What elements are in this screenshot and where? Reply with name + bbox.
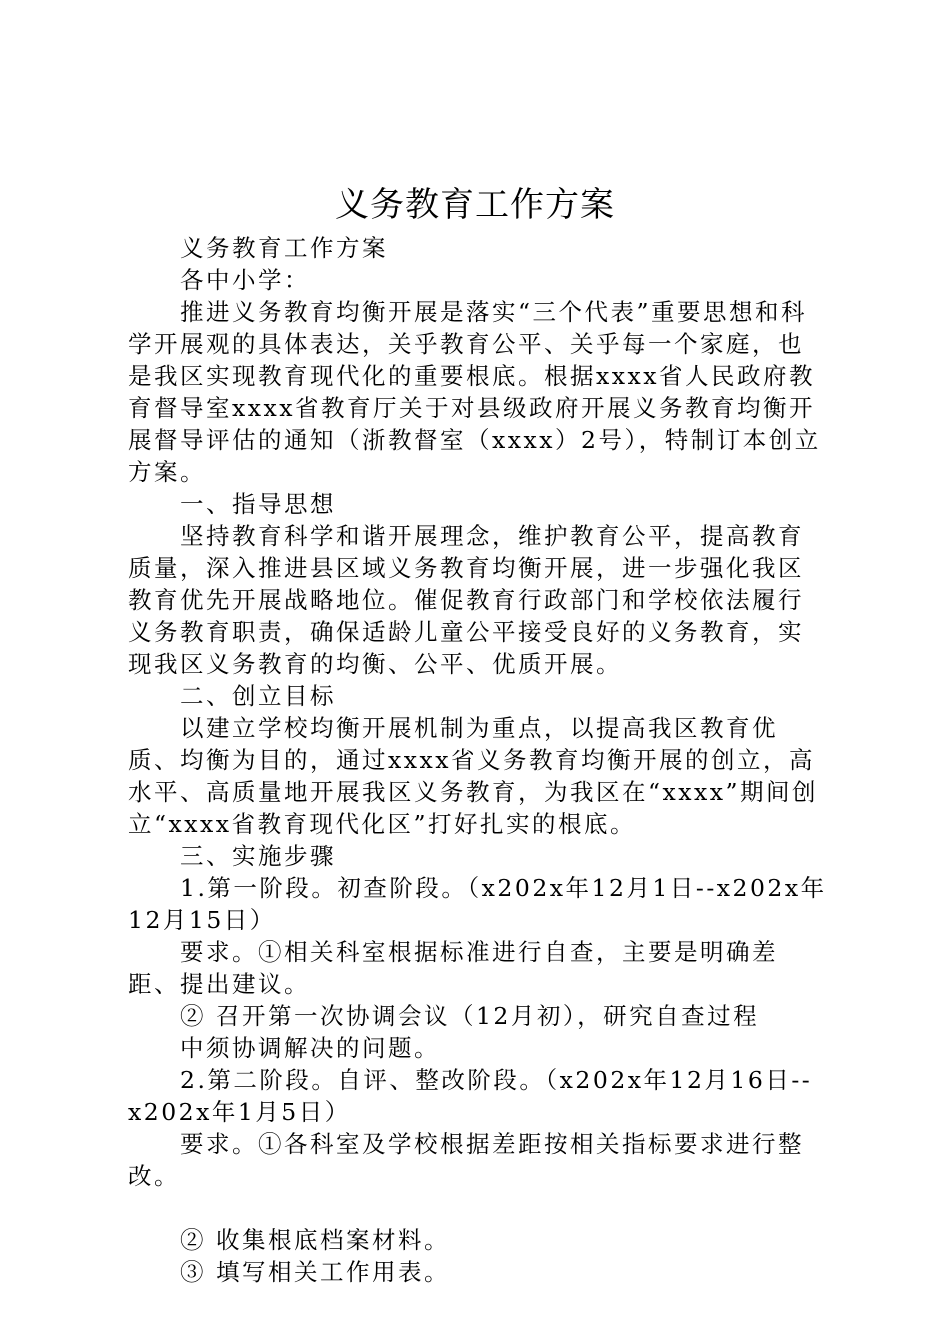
paragraph-stage-two-req: 要求。①各科室及学校根据差距按相关指标要求进行整改。: [128, 1130, 804, 1190]
paragraph-stage-two-item3: ③ 填写相关工作用表。: [180, 1258, 450, 1286]
paragraph-stage-one-req: 要求。①相关科室根据标准进行自查，主要是明确差距、提出建议。: [128, 938, 778, 998]
paragraph-stage-two-item2: ② 收集根底档案材料。: [180, 1226, 450, 1254]
heading-steps: 三、实施步骤: [180, 842, 336, 870]
paragraph-stage-one-item2-cont: 中须协调解决的问题。: [180, 1034, 440, 1062]
paragraph-subtitle: 义务教育工作方案: [180, 234, 388, 262]
paragraph-intro: 推进义务教育均衡开展是落实“三个代表”重要思想和科学开展观的具体表达，关乎教育公平、关乎每一个家庭，也是我区实现教育现代化的重要根底。根据xxxx省人民政府教育督导室xxxx省教育厅关于对县级政府开展义务教育均衡开展督导评估的通知（浙教督室（xxxx）2号），特制订本创立方案。: [128, 298, 821, 486]
heading-goals: 二、创立目标: [180, 682, 336, 710]
document-body: [128, 232, 828, 1288]
paragraph-salutation: 各中小学：: [180, 266, 310, 294]
paragraph-guiding-thought: 坚持教育科学和谐开展理念，维护教育公平，提高教育质量，深入推进县区域义务教育均衡开展，进一步强化我区教育优先开展战略地位。催促教育行政部门和学校依法履行义务教育职责，确保适龄儿童公平接受良好的义务教育，实现我区义务教育的均衡、公平、优质开展。: [128, 522, 804, 678]
paragraph-stage-two: 2.第二阶段。自评、整改阶段。（x202x年12月16日--x202x年1月5日）: [128, 1066, 813, 1126]
paragraph-stage-one-item2: ② 召开第一次协调会议（12月初），研究自查过程: [180, 1002, 760, 1030]
paragraph-stage-one: 1.第一阶段。初查阶段。（x202x年12月1日--x202x年12月15日）: [128, 874, 827, 934]
blank-line: [128, 1192, 828, 1224]
document-title: 义务教育工作方案: [335, 185, 615, 225]
paragraph-goals: 以建立学校均衡开展机制为重点，以提高我区教育优质、均衡为目的，通过xxxx省义务教育均衡开展的创立，高水平、高质量地开展我区义务教育，为我区在“xxxx”期间创立“xxxx省教育现代化区”打好扎实的根底。: [128, 714, 819, 838]
heading-guiding-thought: 一、指导思想: [180, 490, 336, 518]
